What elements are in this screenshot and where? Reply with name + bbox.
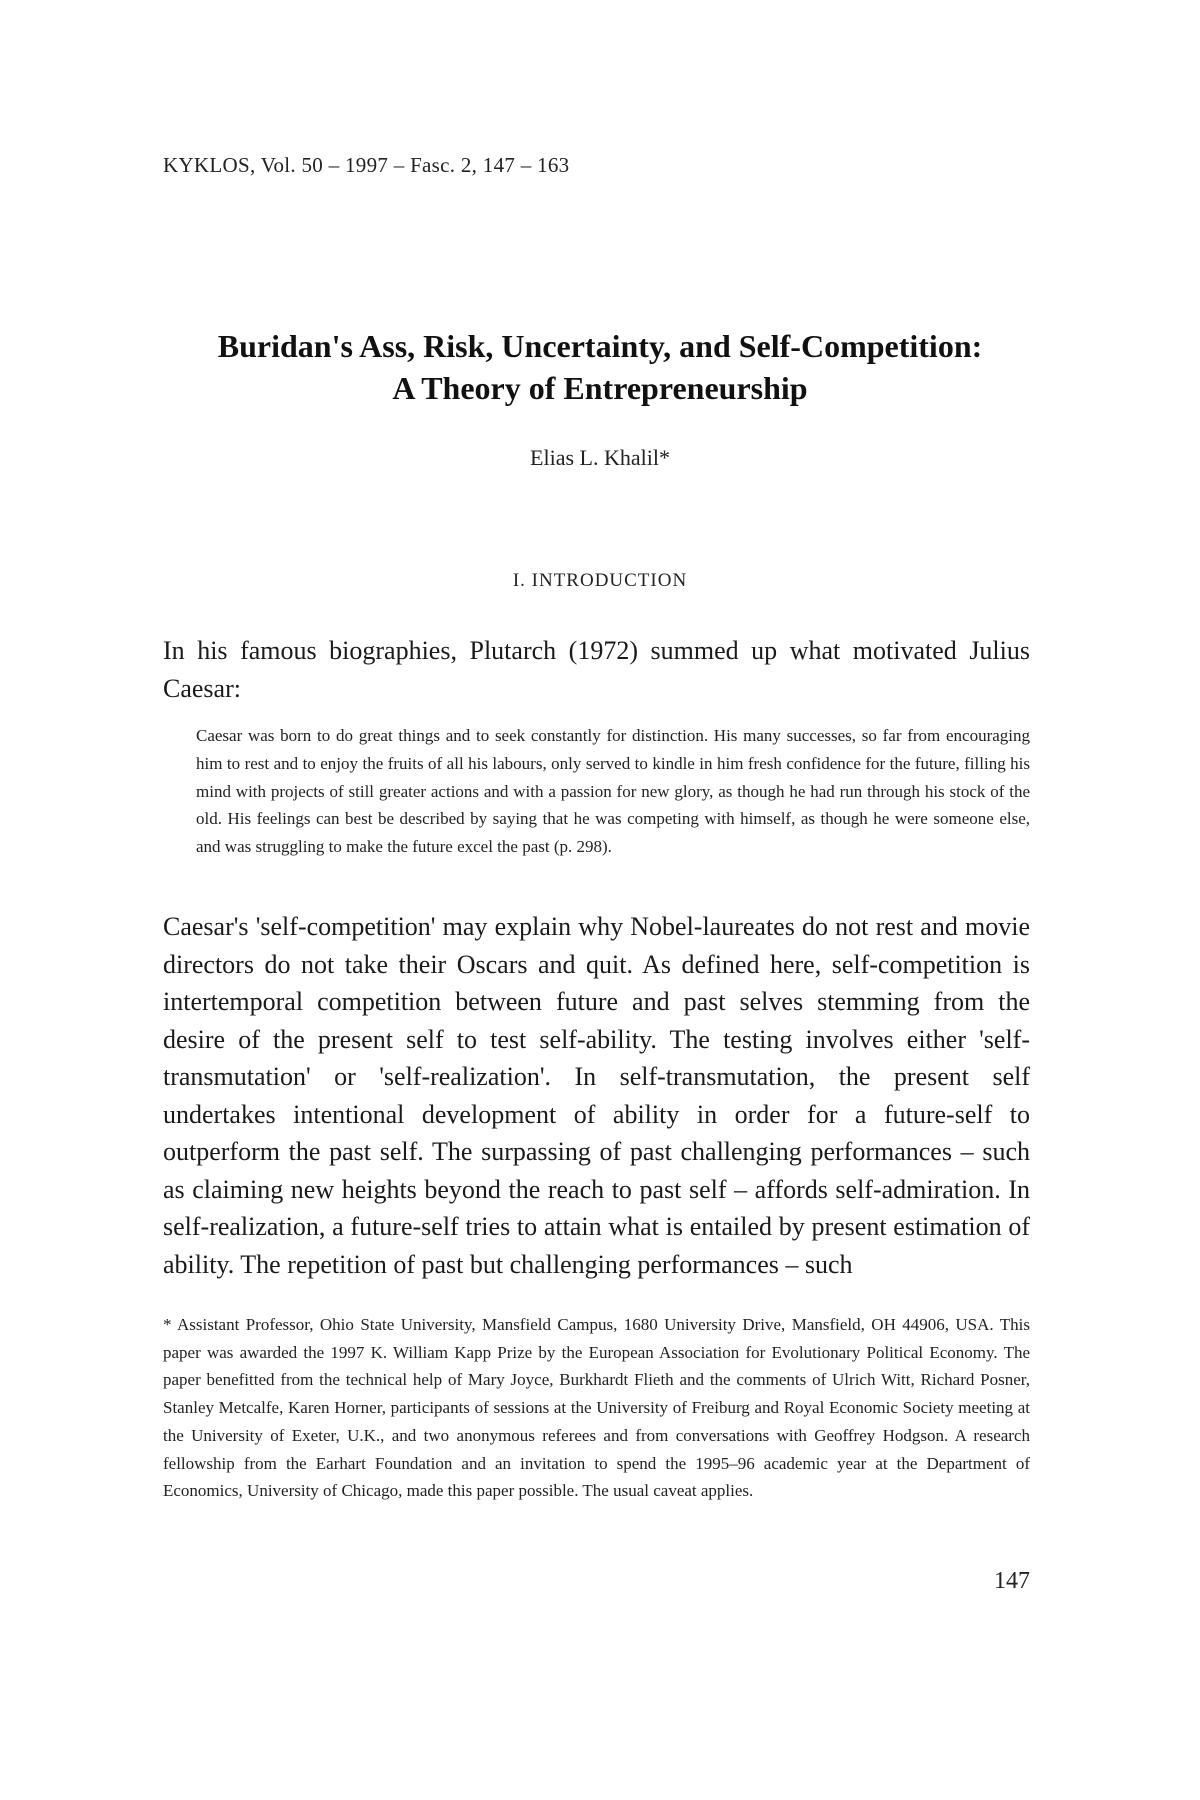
article-title [150, 325, 1050, 409]
author-name: Elias L. Khalil* [530, 445, 670, 470]
block-quote: Caesar was born to do great things and to seek constantly for distinction. His many successes, so far from encouraging him to rest and to enjoy the fruits of all his labours, only served to kindle in him fresh confidence for the future, filling his mind with projects of still greater actions and with a passion for new glory, as though he had run through his stock of the old. His feelings can best be described by saying that he was competing with himself, as though he were someone else, and was struggling to make the future excel the past (p. 298). [196, 726, 1030, 857]
section-heading: I. INTRODUCTION [512, 570, 688, 591]
intro-paragraph: In his famous biographies, Plutarch (1972) summed up what motivated Julius Caesar: [163, 636, 1030, 703]
main-paragraph: Caesar's 'self-competition' may explain why Nobel-laureates do not rest and movie directors do not take their Oscars and quit. As defined here, self-competition is intertemporal competition between future and past selves stemming from the desire of the present self to test self-ability. The testing involves either 'self-transmutation' or 'self-realization'. In self-transmutation, the present self undertakes intentional development of ability in order for a future-self to outperform the past self. The surpassing of past challenging performances – such as claiming new heights beyond the reach to past self – affords self-admiration. In self-realization, a future-self tries to attain what is entailed by present estimation of ability. The repetition of past but challenging performances – such [163, 912, 1030, 1279]
footnote: * Assistant Professor, Ohio State University, Mansfield Campus, 1680 University Drive, Mansfield, OH 44906, USA. This paper was awarded the 1997 K. William Kapp Prize by the European Association for Evolutionary Political Economy. The paper benefitted from the technical help of Mary Joyce, Burkhardt Flieth and the comments of Ulrich Witt, Richard Posner, Stanley Metcalfe, Karen Horner, participants of sessions at the University of Freiburg and Royal Economic Society meeting at the University of Exeter, U.K., and two anonymous referees and from conversations with Geoffrey Hodgson. A research fellowship from the Earhart Foundation and an invitation to spend the 1995–96 academic year at the Department of Economics, University of Chicago, made this paper possible. The usual caveat applies. [163, 1315, 1030, 1501]
title-line-1: Buridan's Ass, Risk, Uncertainty, and Self-Competition: [217, 328, 983, 364]
running-head: KYKLOS, Vol. 50 – 1997 – Fasc. 2, 147 – 163 [163, 153, 570, 177]
title-line-2: A Theory of Entrepreneurship [392, 370, 808, 406]
page-number: 147 [994, 1568, 1030, 1594]
